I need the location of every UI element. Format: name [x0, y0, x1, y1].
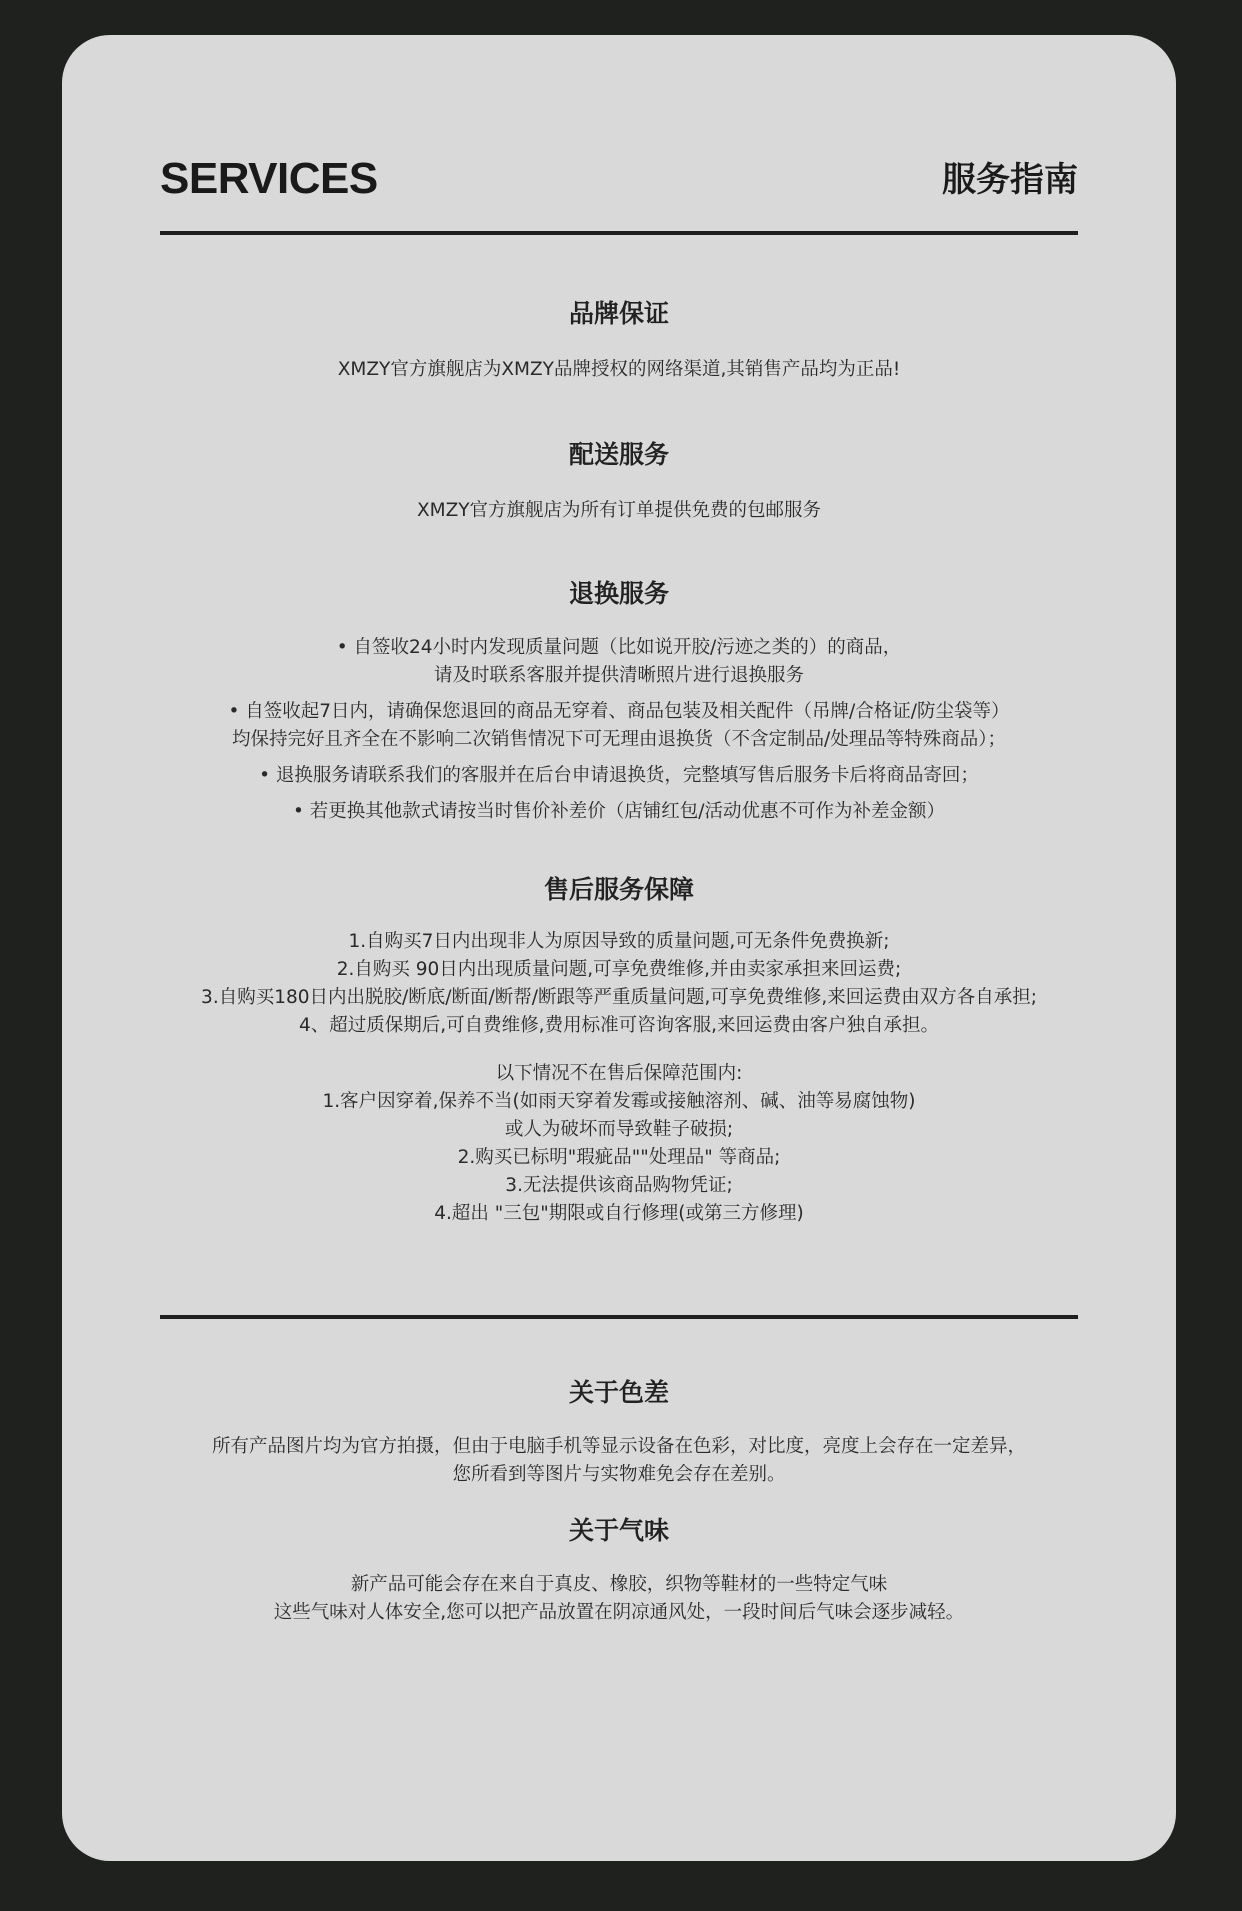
returns-section: [62, 579, 1176, 826]
excluded-line: 2.购买已标明"瑕疵品""处理品" 等商品;: [457, 1147, 781, 1168]
brand-guarantee-text: XMZY官方旗舰店为XMZY品牌授权的网络渠道,其销售产品均为正品!: [337, 359, 901, 380]
aftersale-line: 1.自购买7日内出现非人为原因导致的质量问题,可无条件免费换新;: [348, 931, 890, 952]
page-title-cn: 服务指南: [942, 160, 1078, 200]
odor-line: 新产品可能会存在来自于真皮、橡胶，织物等鞋材的一些特定气味: [350, 1574, 888, 1595]
middle-divider: [160, 1315, 1078, 1319]
aftersale-line: 4、超过质保期后,可自费维修,费用标准可咨询客服,来回运费由客户独自承担。: [299, 1015, 939, 1036]
delivery-title: 配送服务: [568, 440, 669, 469]
aftersale-line: 3.自购买180日内出脱胶/断底/断面/断帮/断跟等严重质量问题,可享免费维修,来回运费由双方各自承担;: [201, 987, 1037, 1008]
returns-item: [62, 798, 1176, 826]
color-difference-line: 所有产品图片均为官方拍摄，但由于电脑手机等显示设备在色彩，对比度，亮度上会存在一定差异，: [211, 1436, 1026, 1457]
returns-item-line: • 自签收起7日内，请确保您退回的商品无穿着、商品包装及相关配件（吊牌/合格证/防尘袋等）: [228, 701, 1010, 722]
returns-title: 退换服务: [568, 579, 669, 608]
delivery-text: XMZY官方旗舰店为所有订单提供免费的包邮服务: [416, 500, 822, 521]
odor-title: 关于气味: [568, 1516, 669, 1545]
aftersale-section: [62, 875, 1176, 1228]
returns-item: [62, 634, 1176, 690]
color-difference-section: [62, 1378, 1176, 1489]
color-difference-line: 您所看到等图片与实物难免会存在差别。: [452, 1464, 786, 1485]
returns-item-line: • 若更换其他款式请按当时售价补差价（店铺红包/活动优惠不可作为补差金额）: [292, 801, 946, 822]
excluded-heading: 以下情况不在售后保障范围内:: [495, 1063, 743, 1084]
services-card: [62, 35, 1176, 1861]
top-divider: [160, 231, 1078, 235]
returns-item-line: 请及时联系客服并提供清晰照片进行退换服务: [433, 665, 804, 686]
excluded-line: 4.超出 "三包"期限或自行修理(或第三方修理): [434, 1203, 804, 1224]
aftersale-title: 售后服务保障: [543, 875, 694, 904]
returns-item: [62, 762, 1176, 790]
returns-item: [62, 698, 1176, 754]
brand-guarantee-title: 品牌保证: [568, 299, 669, 328]
excluded-line: 3.无法提供该商品购物凭证;: [505, 1175, 733, 1196]
brand-guarantee-section: [62, 299, 1176, 384]
page-title-en: SERVICES: [160, 154, 378, 203]
odor-section: [62, 1516, 1176, 1627]
excluded-line: 1.客户因穿着,保养不当(如雨天穿着发霉或接触溶剂、碱、油等易腐蚀物): [322, 1091, 916, 1112]
odor-line: 这些气味对人体安全,您可以把产品放置在阴凉通风处，一段时间后气味会逐步减轻。: [273, 1602, 965, 1623]
color-difference-title: 关于色差: [568, 1378, 669, 1407]
returns-item-line: • 自签收24小时内发现质量问题（比如说开胶/污迹之类的）的商品，: [336, 637, 902, 658]
delivery-section: [62, 440, 1176, 525]
excluded-line: 或人为破坏而导致鞋子破损;: [504, 1119, 734, 1140]
aftersale-line: 2.自购买 90日内出现质量问题,可享免费维修,并由卖家承担来回运费;: [336, 959, 902, 980]
returns-item-line: • 退换服务请联系我们的客服并在后台申请退换货，完整填写售后服务卡后将商品寄回；: [259, 765, 979, 786]
returns-item-line: 均保持完好且齐全在不影响二次销售情况下可无理由退换货（不含定制品/处理品等特殊商品）；: [232, 729, 1006, 750]
